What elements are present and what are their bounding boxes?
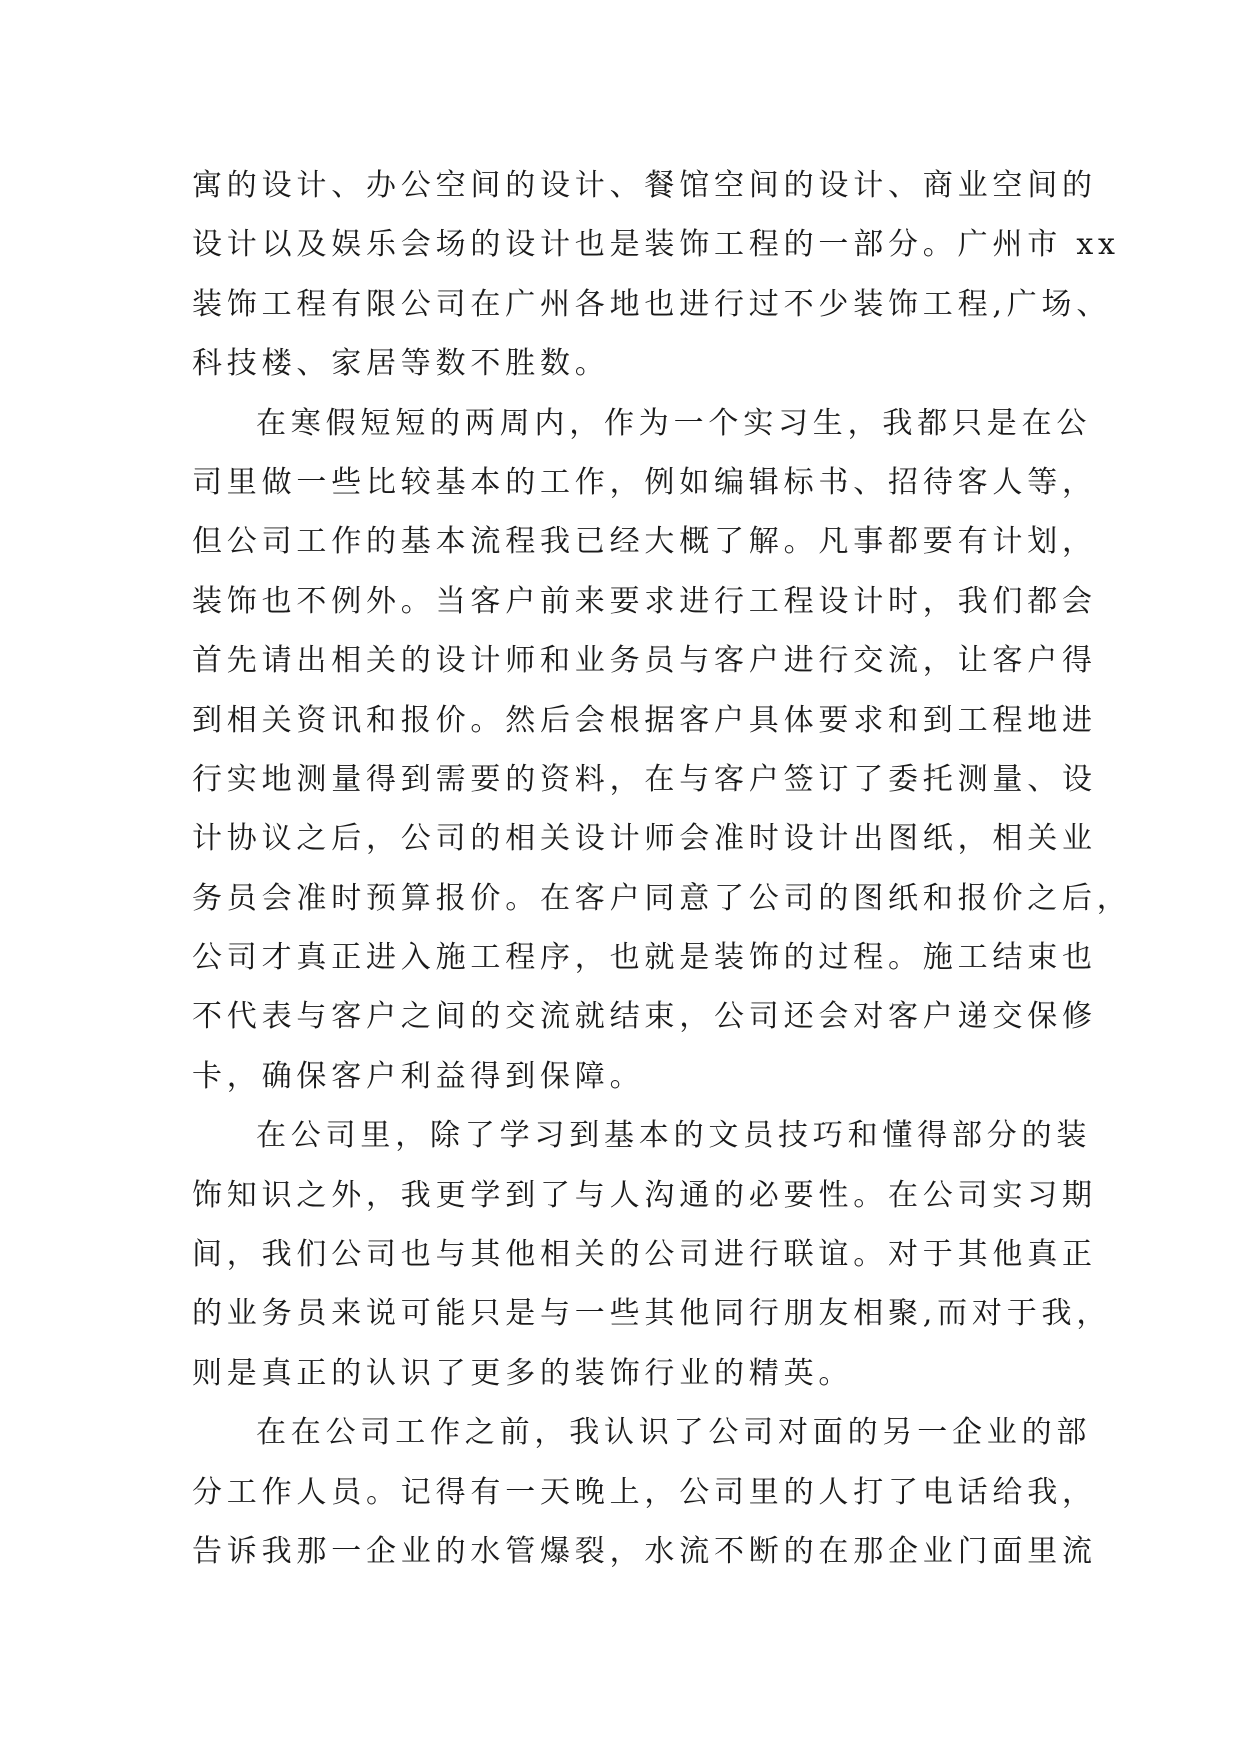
- text-line: 的业务员来说可能只是与一些其他同行朋友相聚,而对于我，: [192, 1296, 1112, 1332]
- text-line: 司里做一些比较基本的工作，例如编辑标书、招待客人等，: [192, 464, 1097, 500]
- text-line: 首先请出相关的设计师和业务员与客户进行交流，让客户得: [192, 643, 1097, 679]
- paragraph-first-line: 在公司里，除了学习到基本的文员技巧和懂得部分的装: [256, 1118, 1092, 1154]
- text-line: 务员会准时预算报价。在客户同意了公司的图纸和报价之后，: [192, 880, 1132, 916]
- text-line: 公司才真正进入施工程序，也就是装饰的过程。施工结束也: [192, 940, 1097, 976]
- text-line: 但公司工作的基本流程我已经大概了解。凡事都要有计划，: [192, 524, 1097, 560]
- paragraph-first-line: 在寒假短短的两周内，作为一个实习生，我都只是在公: [256, 405, 1092, 441]
- text-line: 不代表与客户之间的交流就结束，公司还会对客户递交保修: [192, 999, 1097, 1035]
- text-line: 告诉我那一企业的水管爆裂，水流不断的在那企业门面里流: [192, 1533, 1097, 1569]
- text-line: 科技楼、家居等数不胜数。: [192, 346, 610, 382]
- paragraph-first-line: 在在公司工作之前，我认识了公司对面的另一企业的部: [256, 1415, 1092, 1451]
- text-line: 间，我们公司也与其他相关的公司进行联谊。对于其他真正: [192, 1237, 1097, 1273]
- text-line: 设计以及娱乐会场的设计也是装饰工程的一部分。广州市 xx: [192, 227, 1120, 263]
- body-text: [192, 156, 1132, 1581]
- text-line: 则是真正的认识了更多的装饰行业的精英。: [192, 1355, 854, 1391]
- text-line: 行实地测量得到需要的资料，在与客户签订了委托测量、设: [192, 761, 1097, 797]
- text-line: 计协议之后，公司的相关设计师会准时设计出图纸，相关业: [192, 821, 1097, 857]
- text-line: 装饰也不例外。当客户前来要求进行工程设计时，我们都会: [192, 583, 1097, 619]
- text-line: 分工作人员。记得有一天晚上，公司里的人打了电话给我，: [192, 1474, 1097, 1510]
- text-line: 饰知识之外，我更学到了与人沟通的必要性。在公司实习期: [192, 1177, 1097, 1213]
- text-line: 寓的设计、办公空间的设计、餐馆空间的设计、商业空间的: [192, 168, 1097, 203]
- text-line: 卡，确保客户利益得到保障。: [192, 1058, 645, 1094]
- text-line: 到相关资讯和报价。然后会根据客户具体要求和到工程地进: [192, 702, 1097, 738]
- text-line: 装饰工程有限公司在广州各地也进行过不少装饰工程,广场、: [192, 286, 1112, 322]
